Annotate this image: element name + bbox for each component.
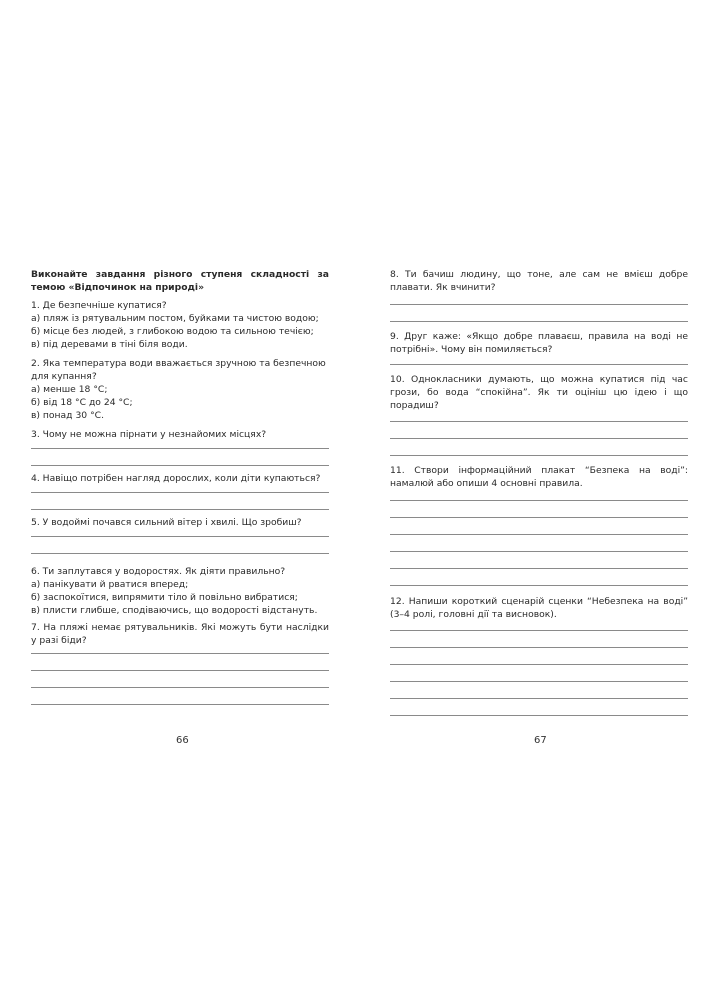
question-2-option-b: б) від 18 °C до 24 °C; <box>31 397 133 408</box>
question-6-option-a: а) панікувати й рватися вперед; <box>31 579 189 590</box>
question-10: 10. Однокласники думають, що можна купатися під час грози, бо вода “спокійна”. Як ти оцініш цю ідею і що порадиш? <box>390 374 688 411</box>
answer-line <box>31 704 329 705</box>
question-2: 2. Яка температура води вважається зручною та безпечною для купання? <box>31 358 326 382</box>
question-6-option-b: б) заспокоїтися, випрямити тіло й повільно вибратися; <box>31 592 298 603</box>
question-12: 12. Напиши короткий сценарій сценки “Небезпека на воді” (3–4 ролі, головні дії та висновок). <box>390 596 688 620</box>
question-7: 7. На пляжі немає рятувальників. Які можуть бути наслідки у разі біди? <box>31 622 329 646</box>
question-11: 11. Створи інформаційний плакат “Безпека на воді”: намалюй або опиши 4 основні правила. <box>390 465 688 489</box>
answer-line <box>390 715 688 716</box>
left-page <box>31 268 329 705</box>
question-8: 8. Ти бачиш людину, що тоне, але сам не вмієш добре плавати. Як вчинити? <box>390 269 688 293</box>
question-2-option-c: в) понад 30 °C. <box>31 410 104 421</box>
question-1: 1. Де безпечніше купатися? <box>31 300 167 311</box>
question-1-option-b: б) місце без людей, з глибокою водою та сильною течією; <box>31 326 314 337</box>
question-1-option-c: в) під деревами в тіні біля води. <box>31 339 188 350</box>
page-number-right: 67 <box>534 735 547 746</box>
worksheet-title: Виконайте завдання різного ступеня складності за темою «Відпочинок на природі» <box>31 269 329 293</box>
question-5: 5. У водоймі почався сильний вітер і хвилі. Що зробиш? <box>31 517 302 528</box>
question-2-option-a: а) менше 18 °C; <box>31 384 108 395</box>
question-1-option-a: а) пляж із рятувальним постом, буйками та чистою водою; <box>31 313 319 324</box>
question-9: 9. Друг каже: «Якщо добре плаваєш, правила на воді не потрібні». Чому він помиляється? <box>390 331 688 355</box>
right-page <box>390 268 688 716</box>
question-4: 4. Навіщо потрібен нагляд дорослих, коли діти купаються? <box>31 473 321 484</box>
question-6-option-c: в) плисти глибше, сподіваючись, що водорості відстануть. <box>31 605 318 616</box>
question-3: 3. Чому не можна пірнати у незнайомих місцях? <box>31 429 267 440</box>
page-number-left: 66 <box>176 735 189 746</box>
question-6: 6. Ти заплутався у водоростях. Як діяти правильно? <box>31 566 286 577</box>
